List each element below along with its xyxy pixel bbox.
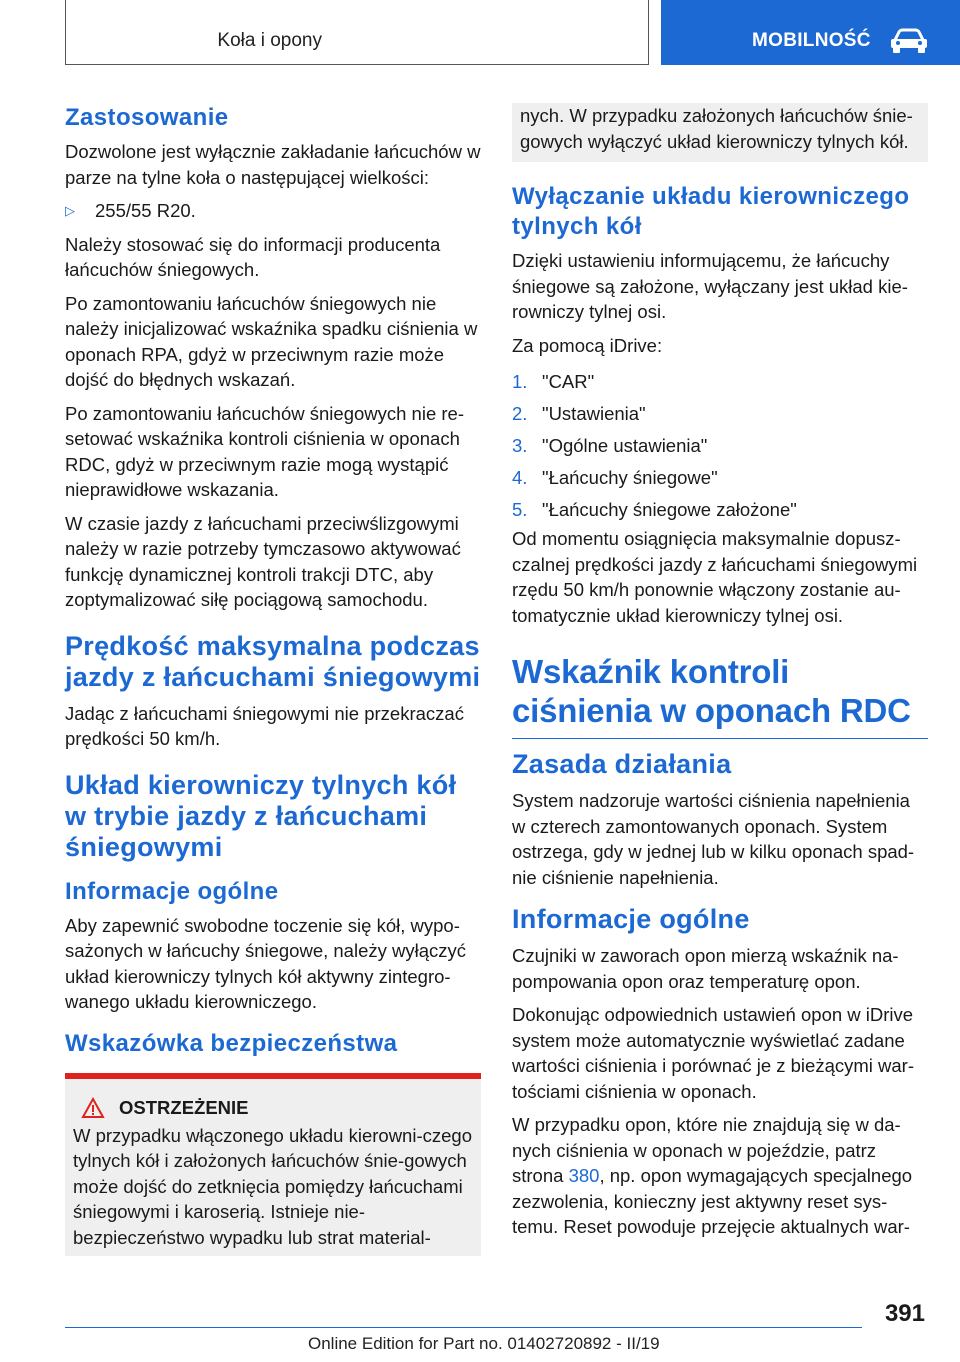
paragraph: Po zamontowaniu łańcuchów śniegowych nie re‐setować wskaźnika kontroli ciśnienia w oponach RDC, gdyż w przeciwnym razie mogą wystąpić nieprawidłowe wskazania. xyxy=(65,402,464,500)
paragraph: Od momentu osiągnięcia maksymalnie dopusz‐czalnej prędkości jazdy z łańcuchami śniegowymi rzędu 50 km/h ponownie włączony zostanie au‐tomatycznie układ kierowniczy tylnej osi. xyxy=(512,528,918,626)
paragraph: Jadąc z łańcuchami śniegowymi nie przekraczać prędkości 50 km/h. xyxy=(65,702,464,749)
warning-text: W przypadku włączonego układu kierowni‐czego tylnych kół i założonych łańcuchów śnie‐gowych może dojść do zetknięcia pomiędzy łańcuchami śniegowymi i karoserią. Istnieje nie‐bezpieczeństwo wypadku lub strat material‐ xyxy=(73,1124,472,1248)
left-column xyxy=(65,103,481,1256)
warning-box xyxy=(65,1073,481,1257)
paragraph: Czujniki w zaworach opon mierzą wskaźnik na‐pompowania opon oraz temperaturę opon. xyxy=(512,945,899,992)
page-number: 391 xyxy=(884,1300,925,1327)
list-item: 5. "Łańcuchy śniegowe założone" xyxy=(512,499,797,520)
heading-rdc: Wskaźnik kontroli ciśnienia w oponach RDC xyxy=(512,652,928,739)
warning-title xyxy=(81,1097,473,1119)
list-item: 3. "Ogólne ustawienia" xyxy=(512,435,708,456)
section-title: Koła i opony xyxy=(217,30,322,51)
paragraph: Dokonując odpowiednich ustawień opon w iDrive system może automatycznie wyświetlać zadane wartości ciśnienia i porównać je z bieżącymi war‐tościami ciśnienia w oponach. xyxy=(512,1004,915,1102)
paragraph: W czasie jazdy z łańcuchami przeciwślizgowymi należy w razie potrzeby tymczasowo aktywować funkcję dynamicznej kontroli trakcji DTC, aby zoptymalizować siłę pociągową samochodu. xyxy=(65,512,461,610)
list-item: 4. "Łańcuchy śniegowe" xyxy=(512,467,718,488)
heading-informacje-rdc: Informacje ogólne xyxy=(512,904,750,934)
chapter-tab-label: MOBILNOŚĆ xyxy=(752,30,871,51)
footer-edition: Online Edition for Part no. 01402720892 - II/19 xyxy=(308,1334,660,1353)
list-item xyxy=(65,198,481,224)
paragraph: W przypadku opon, które nie znajdują się w da‐nych ciśnienia w oponach w pojeździe, patrz strona 380, np. opon wymagających specjalnego zezwolenia, konieczny jest aktywny reset sys‐temu. Reset powoduje przejęcie aktualnych war‐ xyxy=(512,1114,913,1237)
right-column xyxy=(512,103,928,1248)
heading-zastosowanie: Zastosowanie xyxy=(65,104,229,131)
paragraph: Dzięki ustawieniu informującemu, że łańcuchy śniegowe są założone, wyłączany jest układ kie‐rowniczy tylnej osi. xyxy=(512,250,908,322)
paragraph: System nadzoruje wartości ciśnienia napełnienia w czterech zamontowanych oponach. System ostrzega, gdy w jednej lub w kilku oponach spad‐nie ciśnienie napełnienia. xyxy=(512,790,915,888)
header-frame xyxy=(65,0,649,65)
steps-list xyxy=(512,366,928,526)
paragraph: Należy stosować się do informacji producenta łańcuchów śniegowych. xyxy=(65,233,441,280)
heading-zasada: Zasada działania xyxy=(512,749,732,779)
warning-title-text: OSTRZEŻENIE xyxy=(119,1096,249,1118)
warning-box-continued xyxy=(512,103,928,162)
heading-wskazowka: Wskazówka bezpieczeństwa xyxy=(65,1029,398,1057)
car-icon xyxy=(889,28,929,54)
heading-informacje: Informacje ogólne xyxy=(65,877,279,905)
paragraph: Za pomocą iDrive: xyxy=(512,334,663,356)
warning-triangle-icon xyxy=(81,1097,105,1119)
triangle-bullet-icon: ▷ xyxy=(65,203,75,218)
list-item-text: 255/55 R20. xyxy=(95,200,196,221)
footer-divider xyxy=(65,1327,862,1328)
chapter-tab[interactable] xyxy=(661,0,960,65)
heading-uklad: Układ kierowniczy tylnych kół w trybie jazdy z łańcuchami śniegowymi xyxy=(65,769,457,862)
list-item: 1. "CAR" xyxy=(512,371,595,392)
paragraph: Po zamontowaniu łańcuchów śniegowych nie należy inicjalizować wskaźnika spadku ciśnienia w oponach RPA, gdyż w przeciwnym razie może dojść do błędnych wskazań. xyxy=(65,292,478,390)
warning-text-continued: nych. W przypadku założonych łańcuchów śnie‐gowych wyłączyć układ kierowniczy tylnych kół. xyxy=(520,105,913,152)
heading-wylaczanie: Wyłączanie układu kierowniczego tylnych kół xyxy=(512,183,910,240)
page-link[interactable]: 380 xyxy=(568,1165,600,1186)
paragraph: Aby zapewnić swobodne toczenie się kół, wypo‐sażonych w łańcuchy śniegowe, należy wyłączyć układ kierowniczy tylnych kół aktywny zintegro‐wanego układu kierowniczego. xyxy=(65,914,467,1012)
heading-predkosc: Prędkość maksymalna podczas jazdy z łańcuchami śniegowymi xyxy=(65,630,481,692)
paragraph: Dozwolone jest wyłącznie zakładanie łańcuchów w parze na tylne koła o następującej wielkości: xyxy=(65,141,481,188)
list-item: 2. "Ustawienia" xyxy=(512,403,646,424)
